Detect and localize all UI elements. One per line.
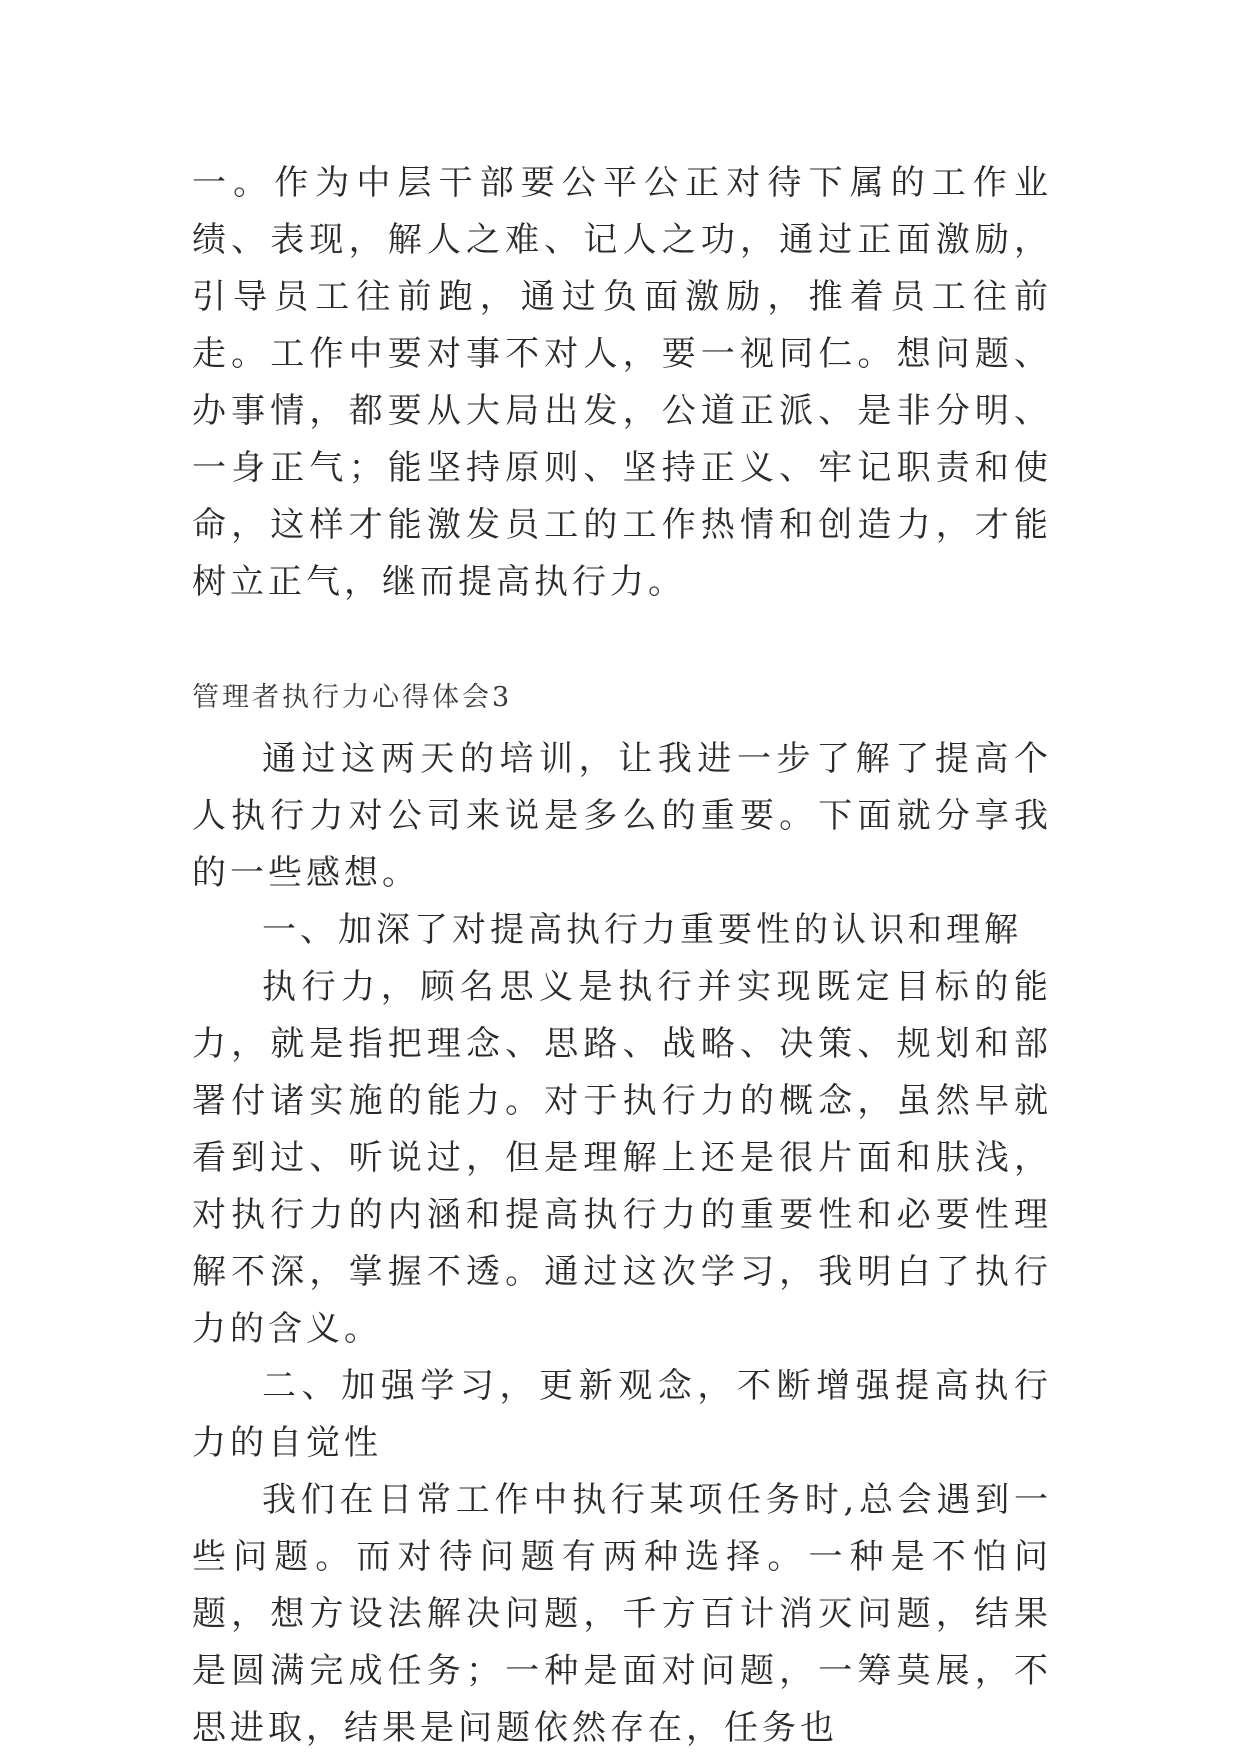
paragraph-3: 执行力，顾名思义是执行并实现既定目标的能力，就是指把理念、思路、战略、决策、规划和部署付诸实施的能力。对于执行力的概念，虽然早就看到过、听说过，但是理解上还是很片面和肤浅，对执行力的内涵和提高执行力的重要性和必要性理解不深，掌握不透。通过这次学习，我明白了执行力的含义。 xyxy=(192,967,1052,1349)
subheading-1: 一、加深了对提高执行力重要性的认识和理解 xyxy=(262,910,1022,950)
document-body xyxy=(192,155,1052,1757)
section-title: 管理者执行力心得体会3 xyxy=(192,682,513,713)
paragraph-2: 通过这两天的培训，让我进一步了解了提高个人执行力对公司来说是多么的重要。下面就分享我的一些感想。 xyxy=(192,739,1052,893)
subheading-2: 二、加强学习，更新观念，不断增强提高执行力的自觉性 xyxy=(192,1366,1052,1463)
paragraph-4: 我们在日常工作中执行某项任务时,总会遇到一些问题。而对待问题有两种选择。一种是不怕问题，想方设法解决问题，千方百计消灭问题，结果是圆满完成任务；一种是面对问题，一筹莫展，不思进取，结果是问题依然存在，任务也 xyxy=(192,1480,1052,1748)
paragraph-1: 一。作为中层干部要公平公正对待下属的工作业绩、表现，解人之难、记人之功，通过正面激励，引导员工往前跑，通过负面激励，推着员工往前走。工作中要对事不对人，要一视同仁。想问题、办事情，都要从大局出发，公道正派、是非分明、一身正气；能坚持原则、坚持正义、牢记职责和使命，这样才能激发员工的工作热情和创造力，才能树立正气，继而提高执行力。 xyxy=(192,163,1052,602)
spacer xyxy=(192,611,1052,669)
